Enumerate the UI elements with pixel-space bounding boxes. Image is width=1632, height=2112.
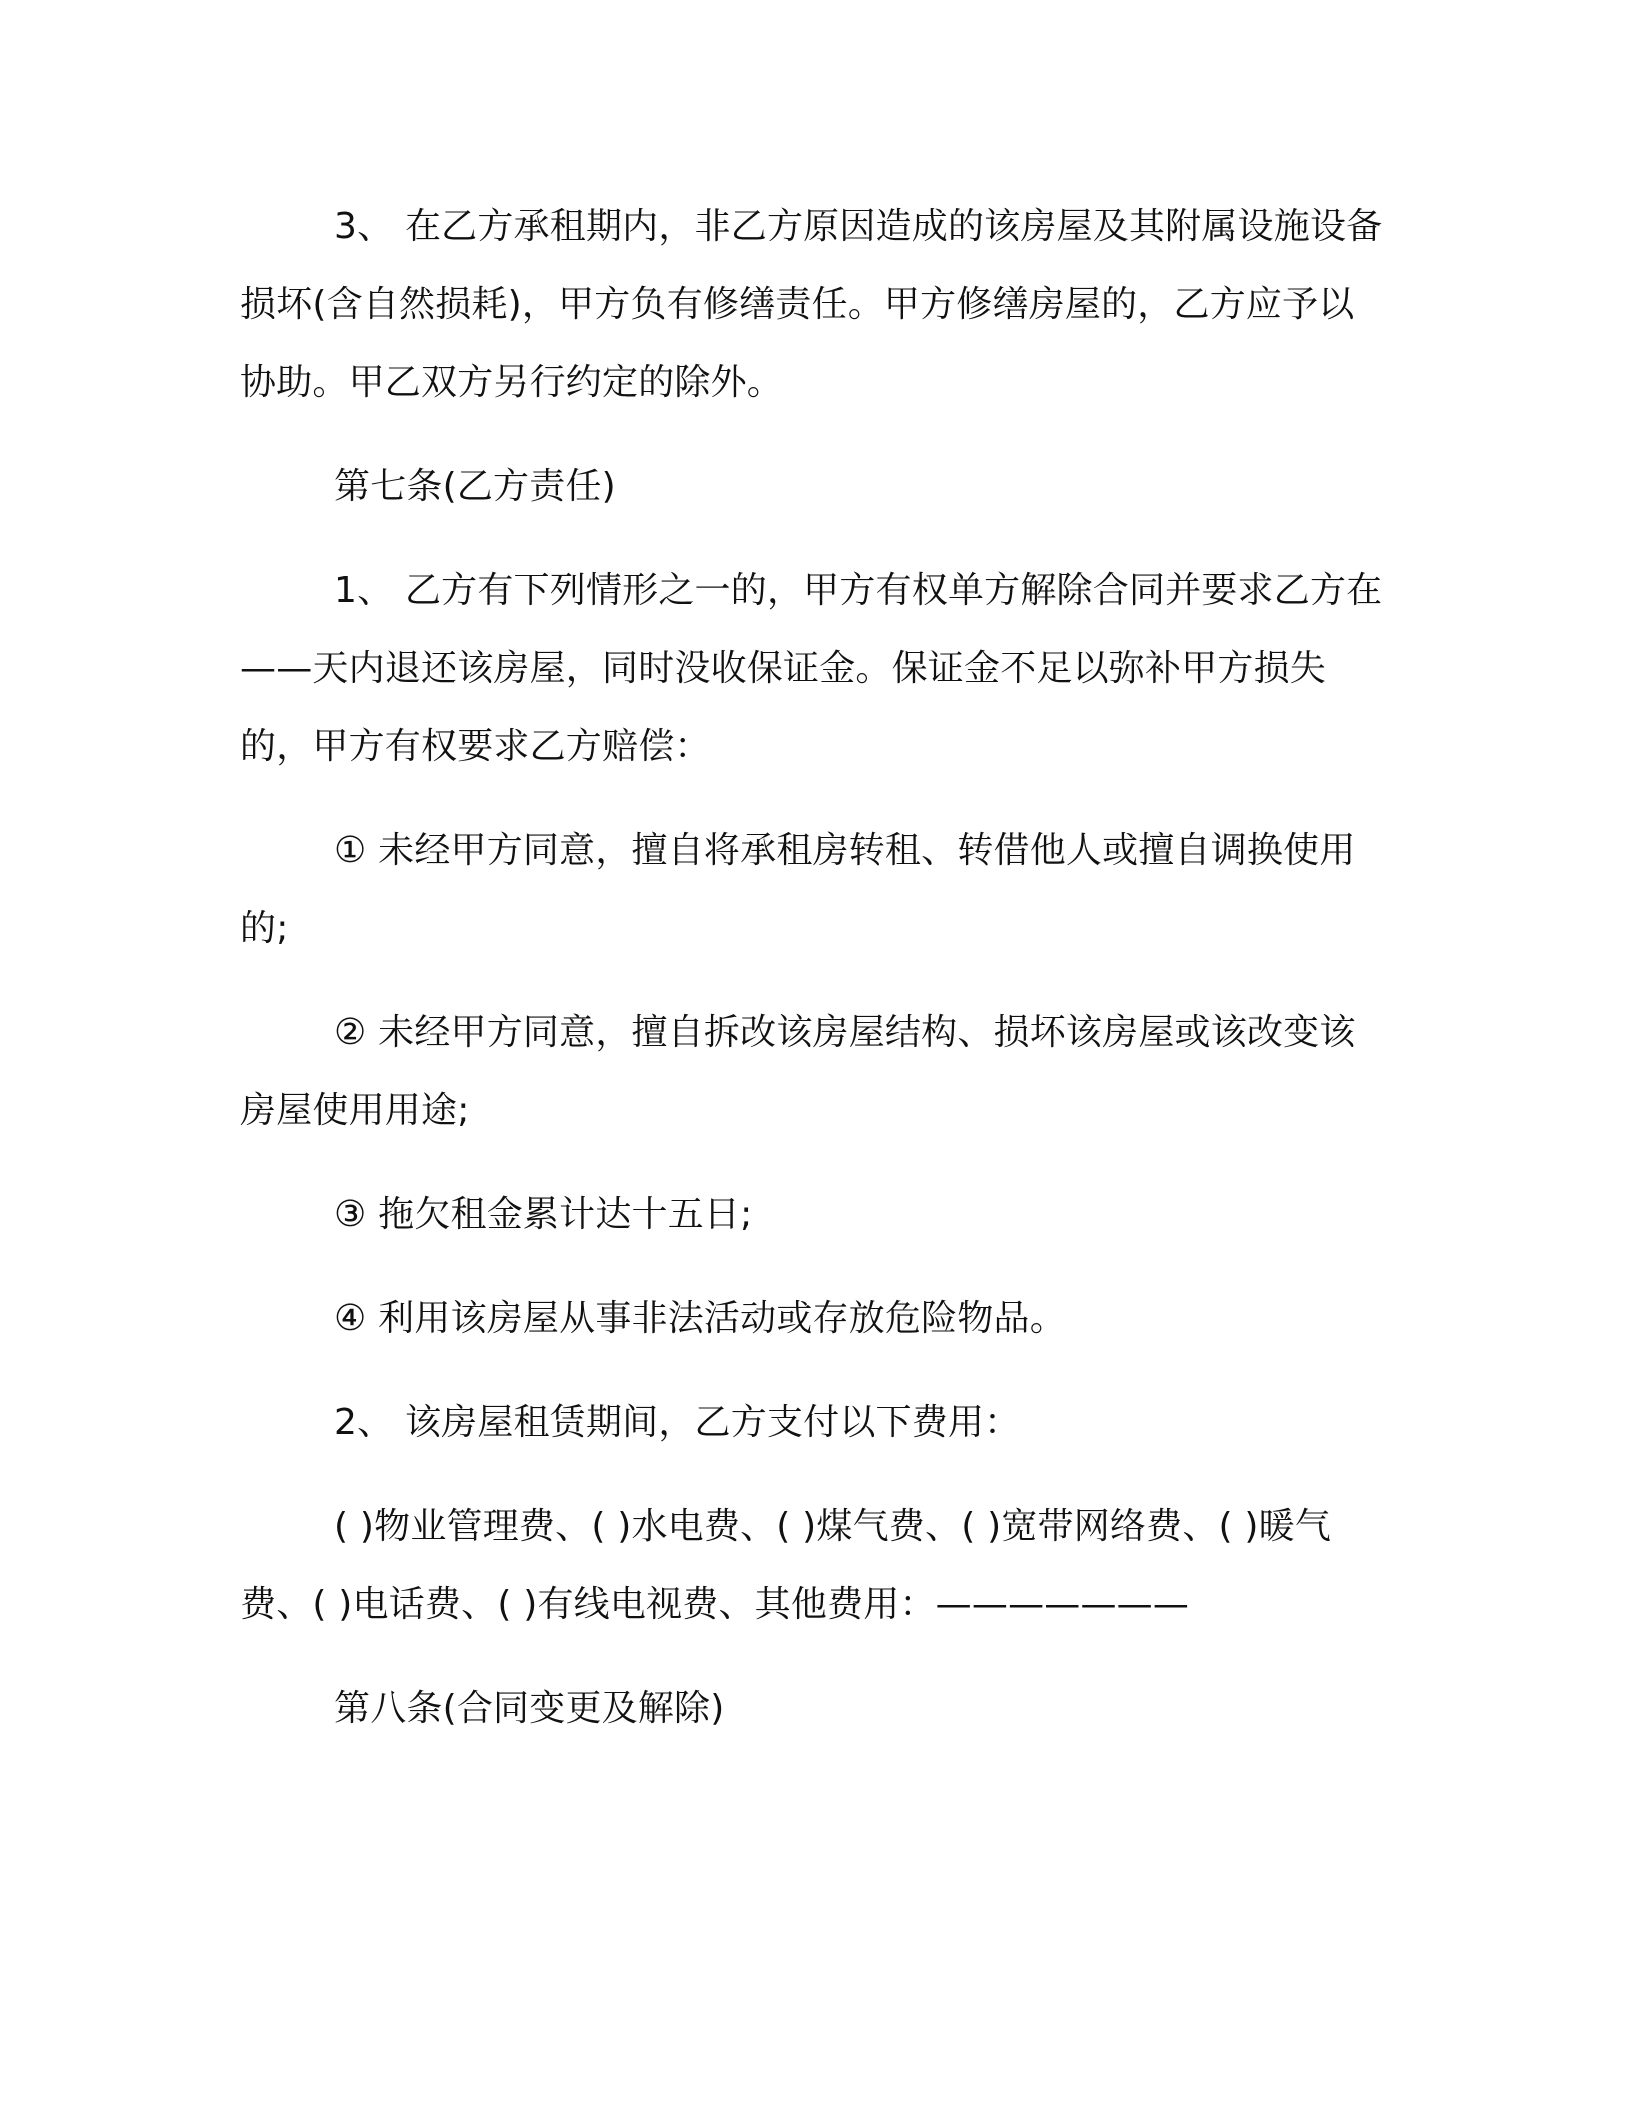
item-3-paragraph: ③ 拖欠租金累计达十五日; — [334, 1194, 753, 1235]
document-body — [240, 188, 1390, 1748]
article-7-heading: 第七条(乙方责任) — [334, 466, 616, 507]
fees-list-paragraph: ( )物业管理费、( )水电费、( )煤气费、( )宽带网络费、( )暖气费、( )电话费、( )有线电视费、其他费用：——————— — [240, 1506, 1332, 1625]
item-4-paragraph: ④ 利用该房屋从事非法活动或存放危险物品。 — [334, 1298, 1066, 1339]
article-8-heading: 第八条(合同变更及解除) — [334, 1688, 725, 1729]
item-1-paragraph: ① 未经甲方同意，擅自将承租房转租、转借他人或擅自调换使用的; — [240, 830, 1356, 949]
clause-7-1-paragraph: 1、 乙方有下列情形之一的，甲方有权单方解除合同并要求乙方在——天内退还该房屋，同时没收保证金。保证金不足以弥补甲方损失的，甲方有权要求乙方赔偿： — [240, 570, 1383, 767]
clause-7-2-paragraph: 2、 该房屋租赁期间，乙方支付以下费用： — [334, 1402, 1021, 1443]
item-2-paragraph: ② 未经甲方同意，擅自拆改该房屋结构、损坏该房屋或该改变该房屋使用用途; — [240, 1012, 1356, 1131]
clause-6-3-paragraph: 3、 在乙方承租期内，非乙方原因造成的该房屋及其附属设施设备损坏(含自然损耗)，甲方负有修缮责任。甲方修缮房屋的，乙方应予以协助。甲乙双方另行约定的除外。 — [240, 206, 1383, 403]
